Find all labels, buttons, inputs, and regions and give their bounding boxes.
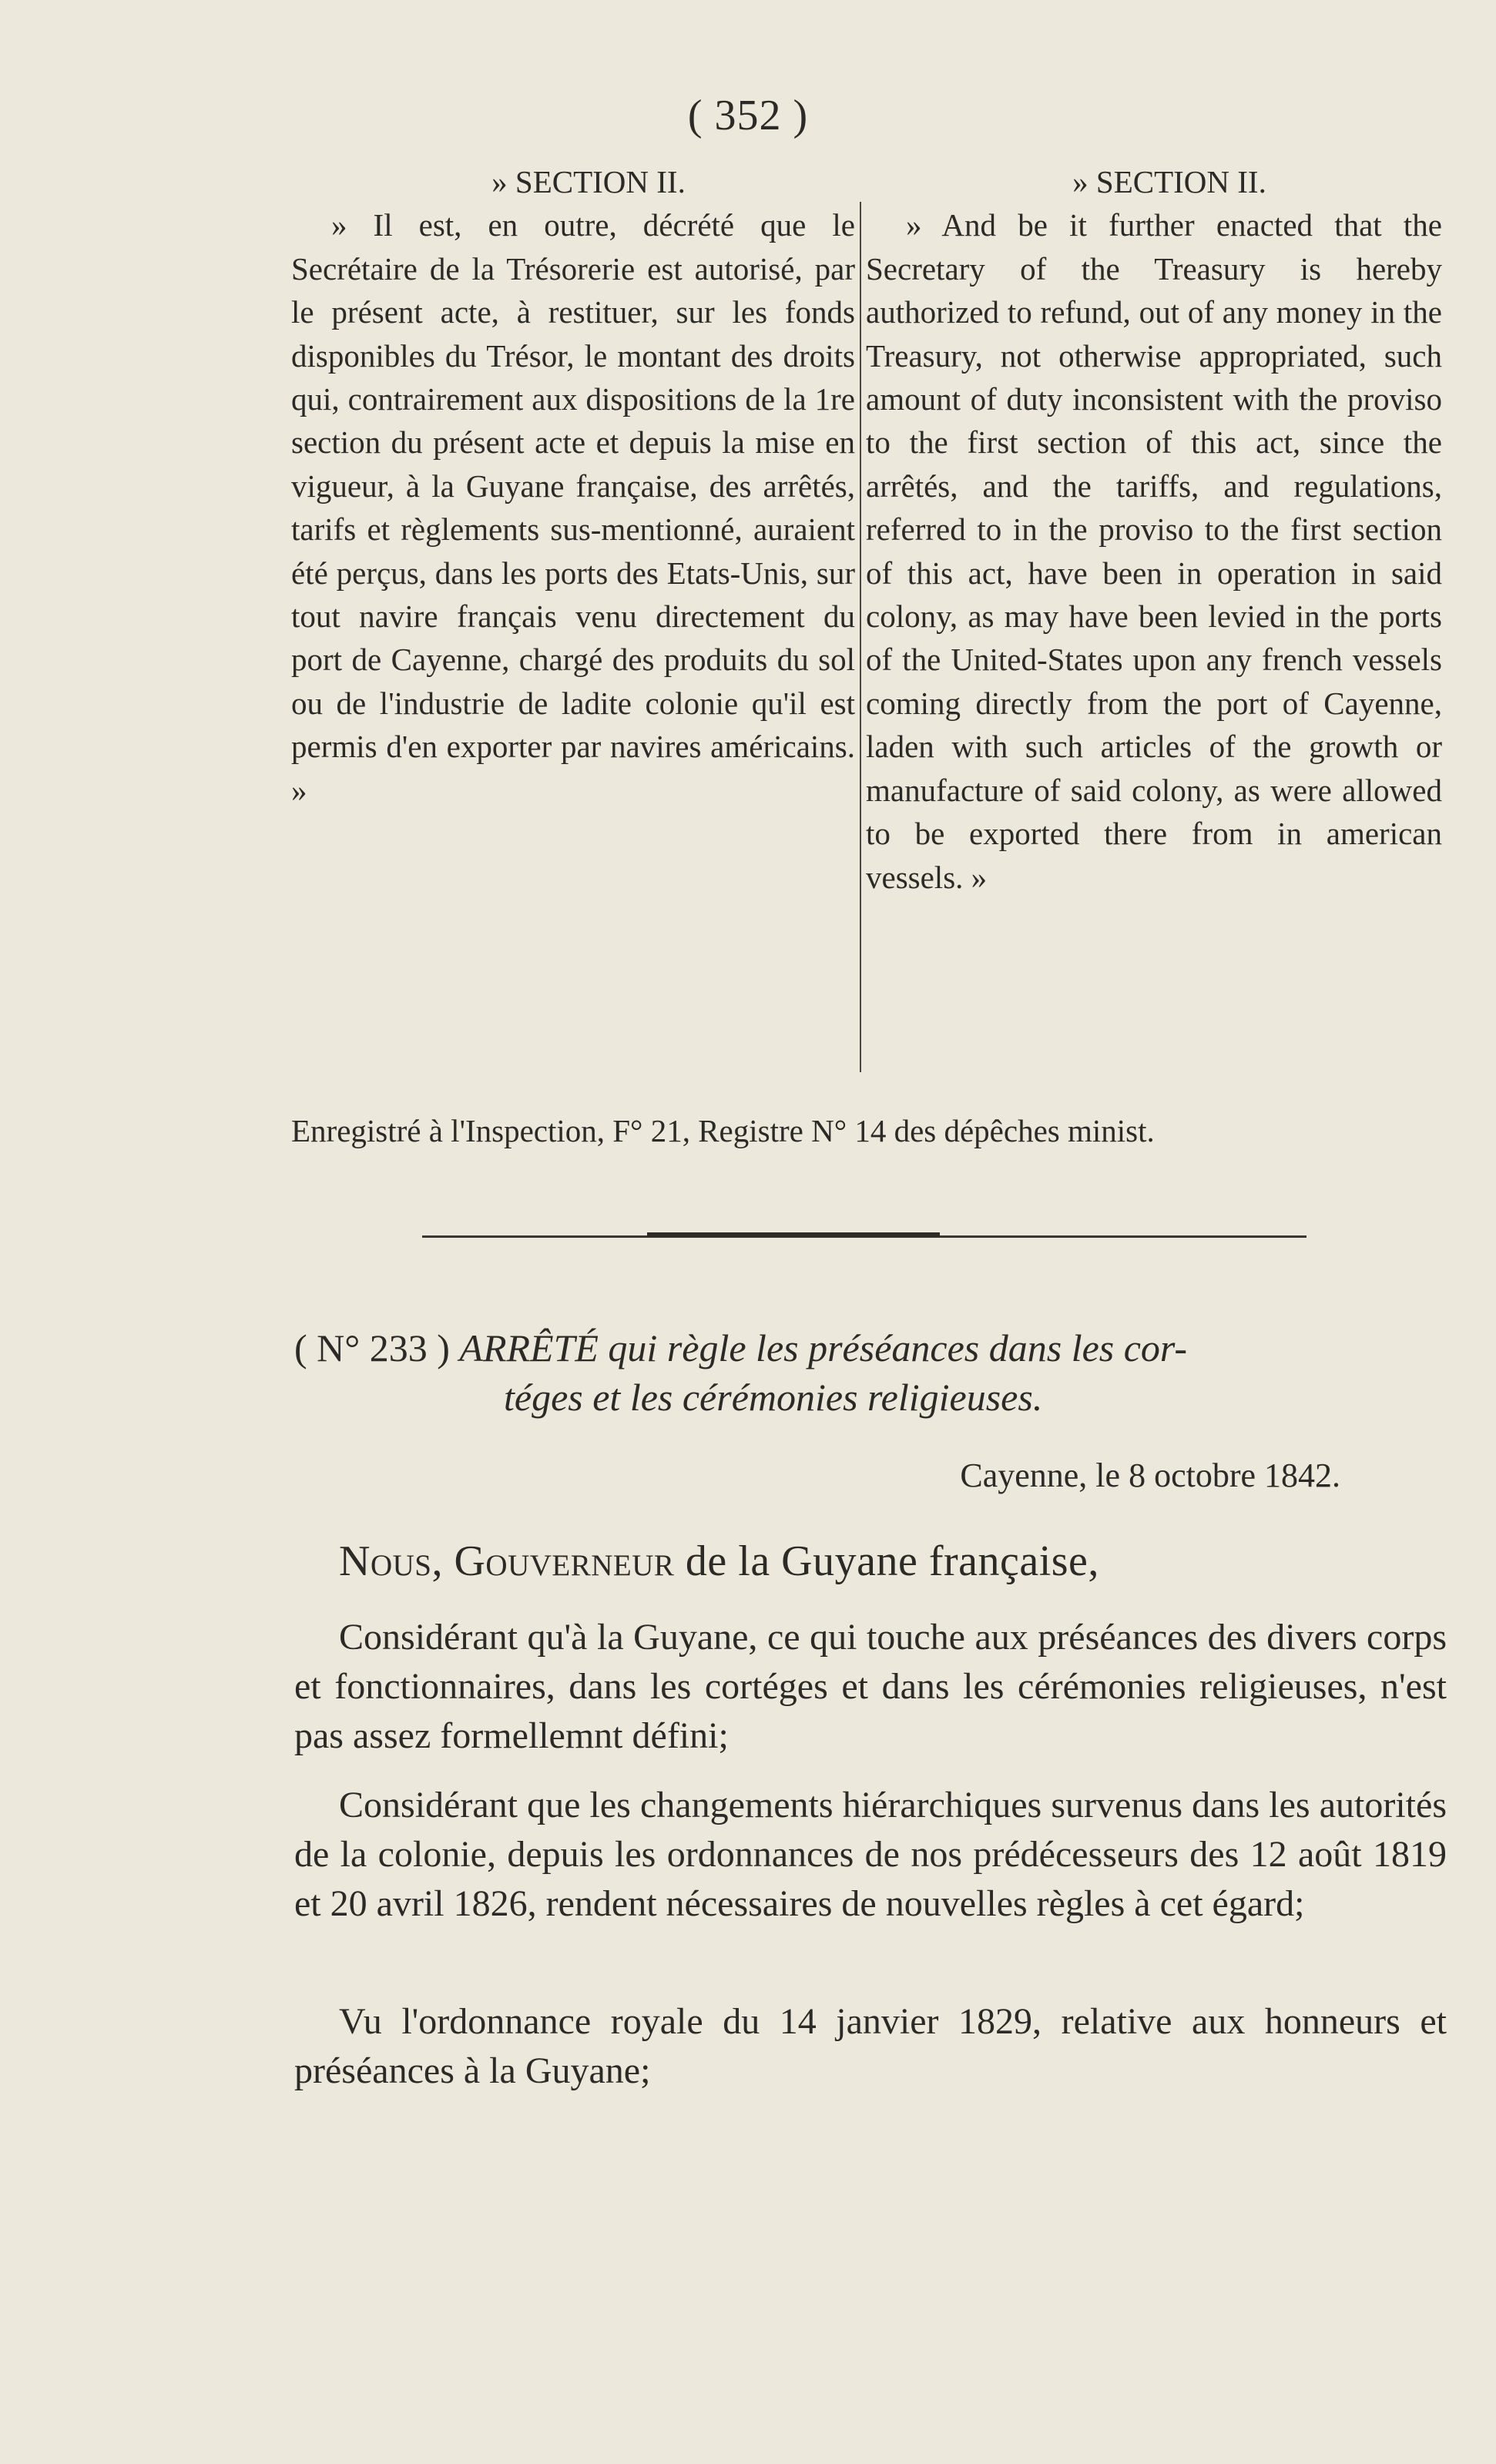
decree-number: ( N° 233 ) [294, 1326, 450, 1369]
decree-heading [294, 1323, 1457, 1422]
english-section-heading: » SECTION II. [1072, 164, 1266, 199]
decree-recital: Vu l'ordonnance royale du 14 janvier 1829, relative aux honneurs et préséances à la Guyane; [294, 2001, 1447, 2091]
decree-recital: Considérant que les changements hiérarchiques survenus dans les autorités de la colonie, depuis les ordonnances de nos prédécesseurs des 12 août 1819 et 20 avril 1826, rendent nécessaires de nouvelles règles à cet égard; [294, 1785, 1447, 1924]
issuer-separator: , [431, 1537, 455, 1585]
decree-issuer [339, 1534, 1417, 1588]
issuer-nous: Nous [339, 1537, 432, 1585]
english-section-text: » And be it further enacted that the Secretary of the Treasury is hereby authorized to refund, out of any money in the Treasury, not otherwise appropriated, such amount of duty inconsistent with the proviso to the first section of this act, since the arrêtés, and the tariffs, and regulations, referred to in the proviso to the first section of this act, have been in operation in said colony, as may have been levied in the ports of the United-States upon any french vessels coming directly from the port of Cayenne, laden with such articles of the growth or manufacture of said colony, as were allowed to be exported there from in american vessels. » [866, 207, 1442, 895]
french-column [291, 160, 855, 812]
registration-note: Enregistré à l'Inspection, F° 21, Registre N° 14 des dépêches minist. [291, 1113, 1155, 1148]
issuer-rest: de la Guyane française, [674, 1537, 1099, 1585]
french-section-heading: » SECTION II. [491, 164, 686, 199]
issuer-gouverneur: Gouverneur [454, 1537, 675, 1585]
decree-recital: Considérant qu'à la Guyane, ce qui touche aux préséances des divers corps et fonctionnaires, dans les cortéges et dans les cérémonies religieuses, n'est pas assez formellemnt défini; [294, 1617, 1447, 1756]
column-divider [860, 202, 861, 1072]
page-number: ( 352 ) [687, 92, 809, 139]
decree-dateline: Cayenne, le 8 octobre 1842. [960, 1457, 1340, 1494]
french-section-text: » Il est, en outre, décrété que le Secrétaire de la Trésorerie est autorisé, par le présent acte, à restituer, sur les fonds disponibles du Trésor, le montant des droits qui, contrairement aux dispositions de la 1re section du présent acte et depuis la mise en vigueur, à la Guyane française, des arrêtés, tarifs et règlements sus-mentionné, auraient été perçus, dans les ports des Etats-Unis, sur tout navire français venu directement du port de Cayenne, chargé des produits du sol ou de l'industrie de ladite colonie qu'il est permis d'en exporter par navires américains. » [291, 207, 855, 808]
english-column [866, 160, 1442, 899]
decree-title-continued: téges et les cérémonies religieuses. [504, 1376, 1043, 1419]
decree-title: ARRÊTÉ qui règle les préséances dans les cor- [459, 1326, 1188, 1369]
separator-rule-accent [647, 1232, 940, 1237]
